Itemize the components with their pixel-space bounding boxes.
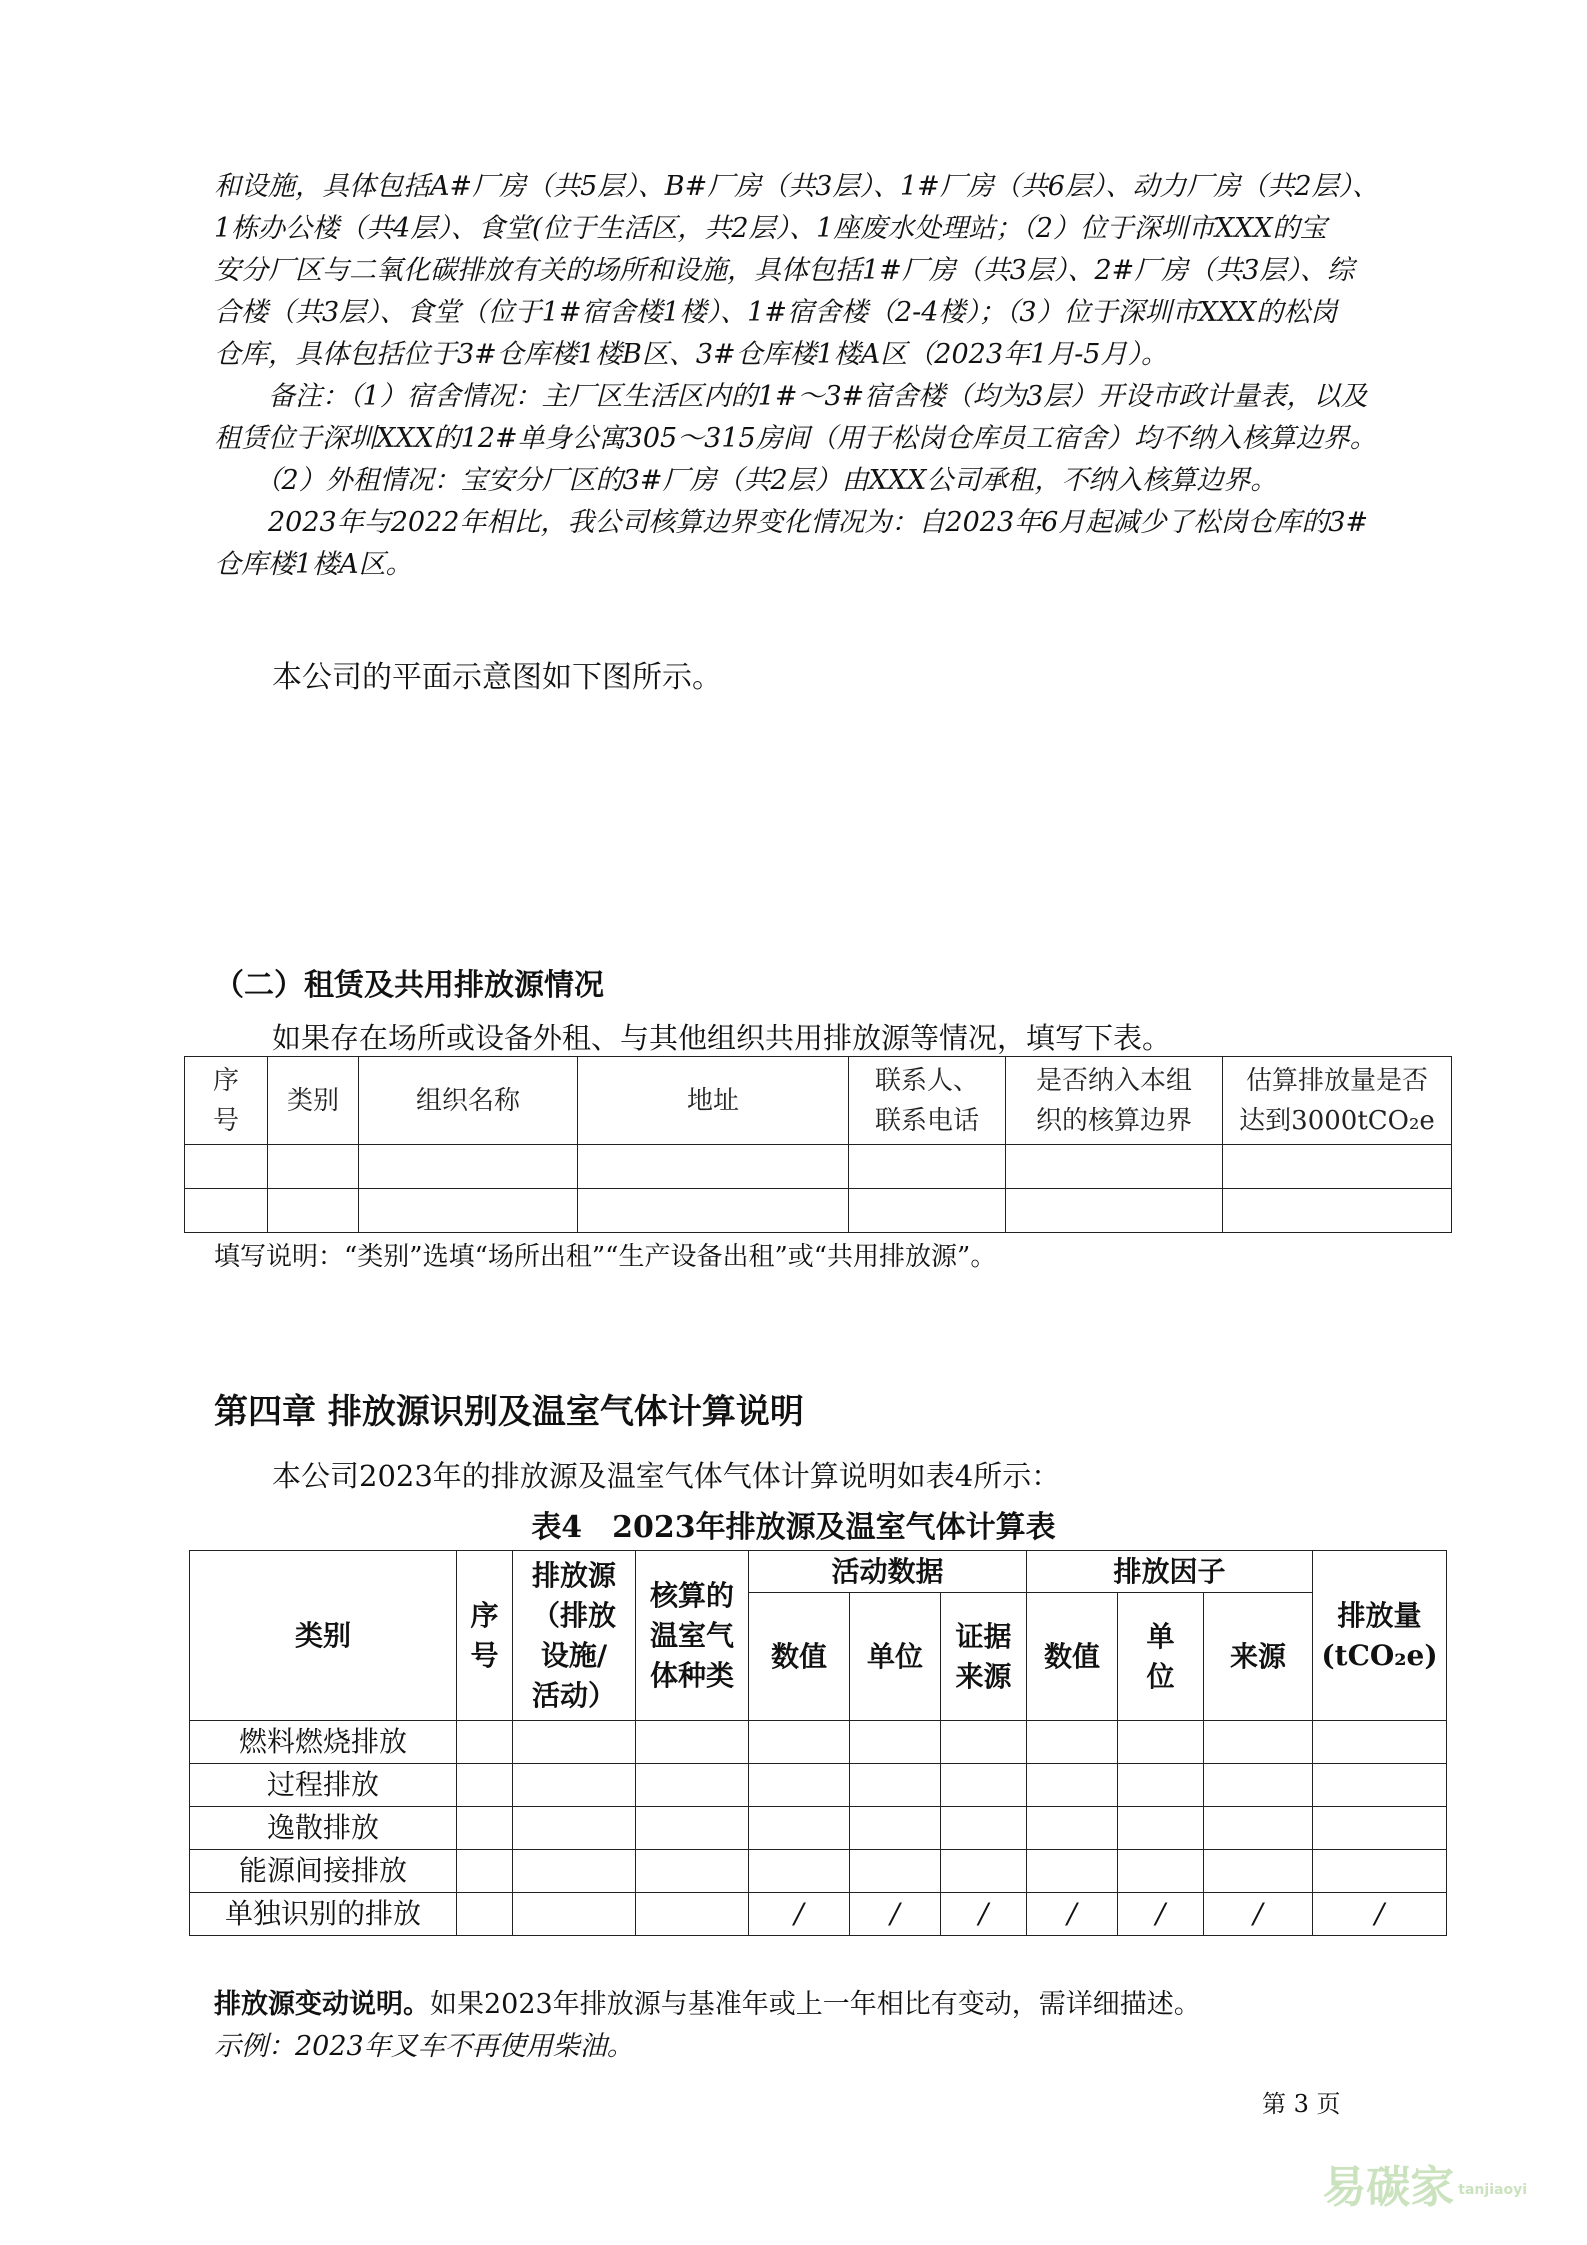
header-estimate: 估算排放量是否 达到3000tCO₂e [1223,1057,1452,1145]
slash-cell: / [1118,1893,1204,1936]
table-caption: 表4 2023年排放源及温室气体计算表 [531,1510,1056,1545]
slash-cell: / [941,1893,1027,1936]
slash-cell: / [1313,1893,1447,1936]
header-category: 类别 [190,1551,457,1721]
table-header-row [185,1057,1452,1145]
row-category: 过程排放 [190,1764,457,1807]
header-source: 排放源 （排放 设施/ 活动） [513,1551,636,1721]
intro-line: 仓库楼1楼A区。 [214,549,413,580]
intro-line: 安分厂区与二氧化碳排放有关的场所和设施，具体包括1#厂房（共3层）、2#厂房（共3层）、综 [214,255,1354,286]
example-note: 示例：2023年叉车不再使用柴油。 [214,2031,634,2062]
header-factor-unit: 单 位 [1118,1593,1204,1721]
row-category: 能源间接排放 [190,1850,457,1893]
slash-cell: / [1204,1893,1313,1936]
table-header-row [190,1551,1447,1593]
header-seq: 序 号 [185,1057,268,1145]
row-category: 单独识别的排放 [190,1893,457,1936]
section-description: 如果存在场所或设备外租、与其他组织共用排放源等情况，填写下表。 [272,1021,1172,1055]
row-category: 燃料燃烧排放 [190,1721,457,1764]
table-row [190,1893,1447,1936]
change-title: 排放源变动说明。 [214,1989,430,2020]
intro-line: 1栋办公楼（共4层）、食堂(位于生活区，共2层）、1座废水处理站；（2）位于深圳市XXX的宝 [214,213,1327,244]
header-evidence: 证据 来源 [941,1593,1027,1721]
intro-line: 和设施，具体包括A#厂房（共5层）、B#厂房（共3层）、1#厂房（共6层）、动力厂房（共2层）、 [214,171,1380,202]
chapter-description: 本公司2023年的排放源及温室气体气体计算说明如表4所示： [272,1459,1061,1493]
table-row [190,1807,1447,1850]
header-category: 类别 [268,1057,359,1145]
table-row [185,1145,1452,1189]
row-category: 逸散排放 [190,1807,457,1850]
plan-note: 本公司的平面示意图如下图所示。 [272,660,722,695]
intro-line: 租赁位于深圳XXX的12#单身公寓305～315房间（用于松岗仓库员工宿舍）均不纳入核算边界。 [214,423,1377,454]
emission-table [189,1550,1447,1936]
section-title: （二）租赁及共用排放源情况 [214,968,604,1003]
intro-line: （2）外租情况：宝安分厂区的3#厂房（共2层）由XXX公司承租，不纳入核算边界。 [214,465,1278,496]
header-address: 地址 [578,1057,849,1145]
header-emission-factor: 排放因子 [1027,1551,1313,1593]
change-note [214,1982,1201,2021]
header-gas-type: 核算的 温室气 体种类 [636,1551,749,1721]
slash-cell: / [1027,1893,1118,1936]
header-contact: 联系人、 联系电话 [849,1057,1006,1145]
slash-cell: / [749,1893,850,1936]
watermark-logo: 易碳家 tanjiaoyi [1322,2162,1527,2213]
table-row [190,1764,1447,1807]
intro-line: 2023年与2022年相比，我公司核算边界变化情况为：自2023年6月起减少了松岗仓库的3# [214,507,1369,538]
intro-line: 仓库，具体包括位于3#仓库楼1楼B区、3#仓库楼1楼A区（2023年1月-5月）。 [214,339,1168,370]
header-value: 数值 [749,1593,850,1721]
header-org-name: 组织名称 [359,1057,578,1145]
header-unit: 单位 [850,1593,941,1721]
header-factor-value: 数值 [1027,1593,1118,1721]
slash-cell: / [850,1893,941,1936]
lease-table [184,1056,1452,1233]
header-emission: 排放量 (tCO₂e) [1313,1551,1447,1721]
chapter-title: 第四章 排放源识别及温室气体计算说明 [214,1392,804,1432]
page-number: 第 3 页 [1262,2090,1341,2118]
table-row [185,1189,1452,1233]
header-factor-source: 来源 [1204,1593,1313,1721]
table-row [190,1721,1447,1764]
table-row [190,1850,1447,1893]
header-seq: 序 号 [457,1551,513,1721]
fill-note: 填写说明：“类别”选填“场所出租”“生产设备出租”或“共用排放源”。 [214,1242,997,1272]
change-text: 如果2023年排放源与基准年或上一年相比有变动，需详细描述。 [430,1989,1201,2020]
header-activity-data: 活动数据 [749,1551,1027,1593]
header-included: 是否纳入本组 织的核算边界 [1006,1057,1223,1145]
intro-line: 备注：（1）宿舍情况：主厂区生活区内的1#～3#宿舍楼（均为3层）开设市政计量表，以及 [214,381,1368,412]
intro-line: 合楼（共3层）、食堂（位于1#宿舍楼1楼）、1#宿舍楼（2-4楼）；（3）位于深圳市XXX的松岗 [214,297,1338,328]
